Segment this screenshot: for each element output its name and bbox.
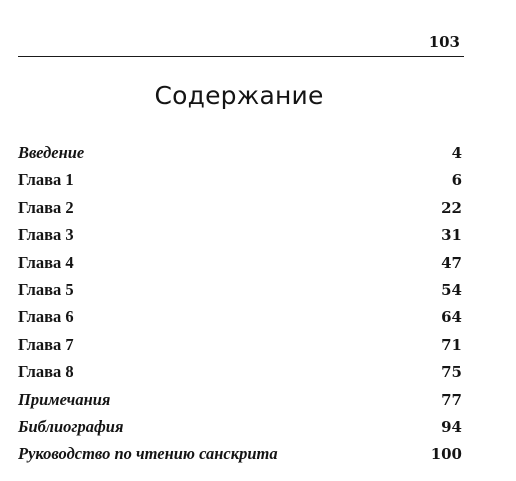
page-title: Содержание (154, 80, 324, 110)
toc-entry-page: 94 (441, 417, 462, 436)
toc-entry-label: Библиография (18, 416, 124, 436)
header-rule (18, 56, 464, 57)
toc-entry-chapter-3 (18, 224, 462, 251)
toc-entry-page: 77 (441, 390, 462, 409)
toc-entry-label: Примечания (18, 389, 111, 409)
toc-entry-label: Руководство по чтению санскрита (18, 444, 278, 464)
page-number: 103 (428, 33, 460, 51)
toc-entry-page: 31 (441, 226, 462, 245)
toc-entry-notes (18, 389, 462, 416)
toc-entry-bibliography (18, 416, 462, 443)
toc-entry-page: 6 (451, 171, 462, 190)
table-of-contents (18, 142, 462, 471)
toc-entry-page: 64 (441, 308, 462, 327)
toc-entry-page: 4 (451, 144, 462, 162)
toc-entry-page: 75 (441, 363, 462, 382)
toc-entry-chapter-2 (18, 197, 462, 224)
toc-entry-label: Глава 5 (18, 279, 74, 299)
toc-entry-page: 71 (441, 335, 462, 354)
toc-entry-chapter-6 (18, 306, 462, 333)
toc-entry-introduction (18, 142, 462, 169)
toc-entry-page: 100 (430, 445, 462, 464)
toc-entry-chapter-1 (18, 169, 462, 196)
toc-entry-label: Глава 1 (18, 170, 74, 190)
toc-entry-page: 22 (441, 198, 462, 217)
toc-entry-chapter-7 (18, 334, 462, 361)
toc-entry-label: Глава 8 (18, 362, 74, 382)
toc-entry-label: Глава 3 (18, 225, 74, 245)
toc-entry-label: Введение (18, 143, 85, 162)
toc-entry-chapter-8 (18, 361, 462, 388)
toc-entry-label: Глава 4 (18, 252, 74, 272)
toc-entry-page: 47 (441, 253, 462, 272)
toc-entry-label: Глава 6 (18, 307, 74, 327)
toc-entry-sanskrit-guide (18, 443, 462, 470)
toc-entry-chapter-5 (18, 279, 462, 306)
toc-entry-chapter-4 (18, 252, 462, 279)
toc-entry-label: Глава 7 (18, 334, 74, 354)
toc-entry-page: 54 (441, 280, 462, 299)
toc-entry-label: Глава 2 (18, 197, 74, 217)
